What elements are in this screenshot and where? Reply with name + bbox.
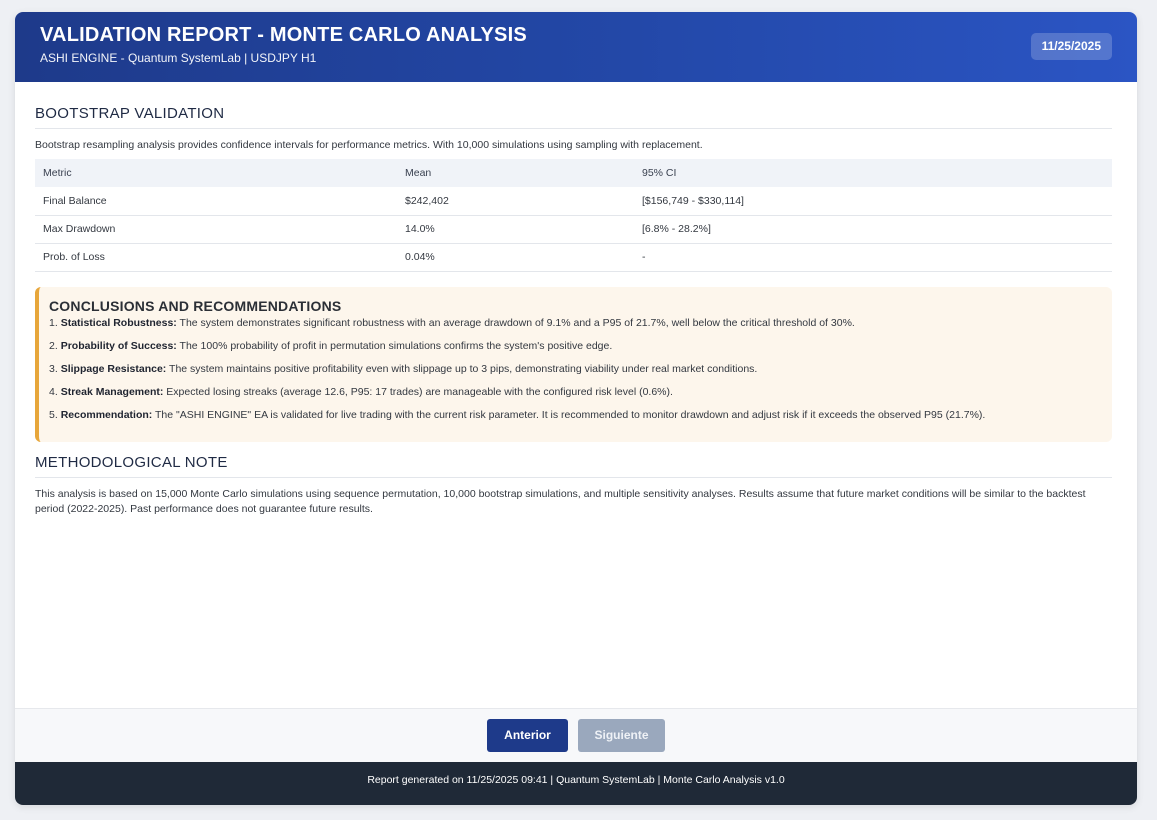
previous-button[interactable]: Anterior — [487, 719, 568, 752]
conclusion-number: 1. — [49, 316, 61, 329]
conclusion-number: 4. — [49, 385, 61, 398]
table-header-row — [35, 159, 1112, 187]
methodology-section-title: METHODOLOGICAL NOTE — [35, 454, 1112, 478]
conclusion-label: Recommendation: — [60, 408, 153, 421]
table-cell-metric: Max Drawdown — [35, 215, 397, 243]
date-badge: 11/25/2025 — [1031, 33, 1112, 60]
report-card — [15, 12, 1137, 805]
conclusions-box — [35, 287, 1112, 442]
table-cell-metric: Final Balance — [35, 187, 397, 215]
next-button[interactable]: Siguiente — [578, 719, 665, 752]
report-header — [15, 12, 1137, 82]
report-footer: Report generated on 11/25/2025 09:41 | Quantum SystemLab | Monte Carlo Analysis v1.0 — [15, 762, 1137, 805]
conclusion-item — [49, 408, 1100, 423]
conclusion-text: The 100% probability of profit in permutation simulations confirms the system's positive edge. — [176, 339, 613, 352]
bootstrap-description: Bootstrap resampling analysis provides confidence intervals for performance metrics. With 10,000 simulations using sampling with replacement. — [35, 139, 703, 151]
conclusion-item — [49, 339, 1100, 354]
table-cell-ci: [$156,749 - $330,114] — [634, 187, 1112, 215]
table-row — [35, 215, 1112, 243]
column-header-ci: 95% CI — [634, 159, 1112, 187]
conclusion-label: Statistical Robustness: — [60, 316, 177, 329]
table-row — [35, 243, 1112, 271]
table-cell-ci: - — [634, 243, 1112, 271]
conclusion-number: 5. — [49, 408, 61, 421]
table-cell-mean: 0.04% — [397, 243, 634, 271]
bootstrap-table — [35, 159, 1112, 272]
table-cell-metric: Prob. of Loss — [35, 243, 397, 271]
conclusion-text: The system demonstrates significant robustness with an average drawdown of 9.1% and a P95 of 21.7%, well below the critical threshold of 30%. — [176, 316, 855, 329]
conclusion-label: Slippage Resistance: — [60, 362, 167, 375]
conclusion-label: Streak Management: — [60, 385, 164, 398]
pagination-bar — [15, 708, 1137, 762]
table-cell-mean: $242,402 — [397, 187, 634, 215]
conclusion-number: 2. — [49, 339, 61, 352]
conclusion-label: Probability of Success: — [60, 339, 177, 352]
methodology-text: This analysis is based on 15,000 Monte Carlo simulations using sequence permutation, 10,000 bootstrap simulations, and multiple sensitivity analyses. Results assume that future market conditions will be similar to the backtest period (2022-2025). Past performance does not guarantee future results. — [35, 487, 1086, 515]
column-header-metric: Metric — [35, 159, 397, 187]
table-cell-ci: [6.8% - 28.2%] — [634, 215, 1112, 243]
conclusion-item — [49, 385, 1100, 400]
table-row — [35, 187, 1112, 215]
conclusion-item — [49, 316, 1100, 331]
report-content — [15, 105, 1137, 517]
conclusion-item — [49, 362, 1100, 377]
column-header-mean: Mean — [397, 159, 634, 187]
conclusion-text: Expected losing streaks (average 12.6, P95: 17 trades) are manageable with the configured risk level (0.6%). — [163, 385, 673, 398]
conclusion-number: 3. — [49, 362, 61, 375]
bootstrap-section-title: BOOTSTRAP VALIDATION — [35, 105, 1112, 129]
conclusions-title: CONCLUSIONS AND RECOMMENDATIONS — [49, 297, 342, 314]
report-title: VALIDATION REPORT - MONTE CARLO ANALYSIS — [40, 24, 527, 46]
report-subtitle: ASHI ENGINE - Quantum SystemLab | USDJPY H1 — [40, 51, 317, 65]
table-cell-mean: 14.0% — [397, 215, 634, 243]
conclusion-text: The system maintains positive profitability even with slippage up to 3 pips, demonstrating viability under real market conditions. — [166, 362, 758, 375]
conclusion-text: The "ASHI ENGINE" EA is validated for live trading with the current risk parameter. It is recommended to monitor drawdown and adjust risk if it exceeds the observed P95 (21.7%). — [152, 408, 986, 421]
